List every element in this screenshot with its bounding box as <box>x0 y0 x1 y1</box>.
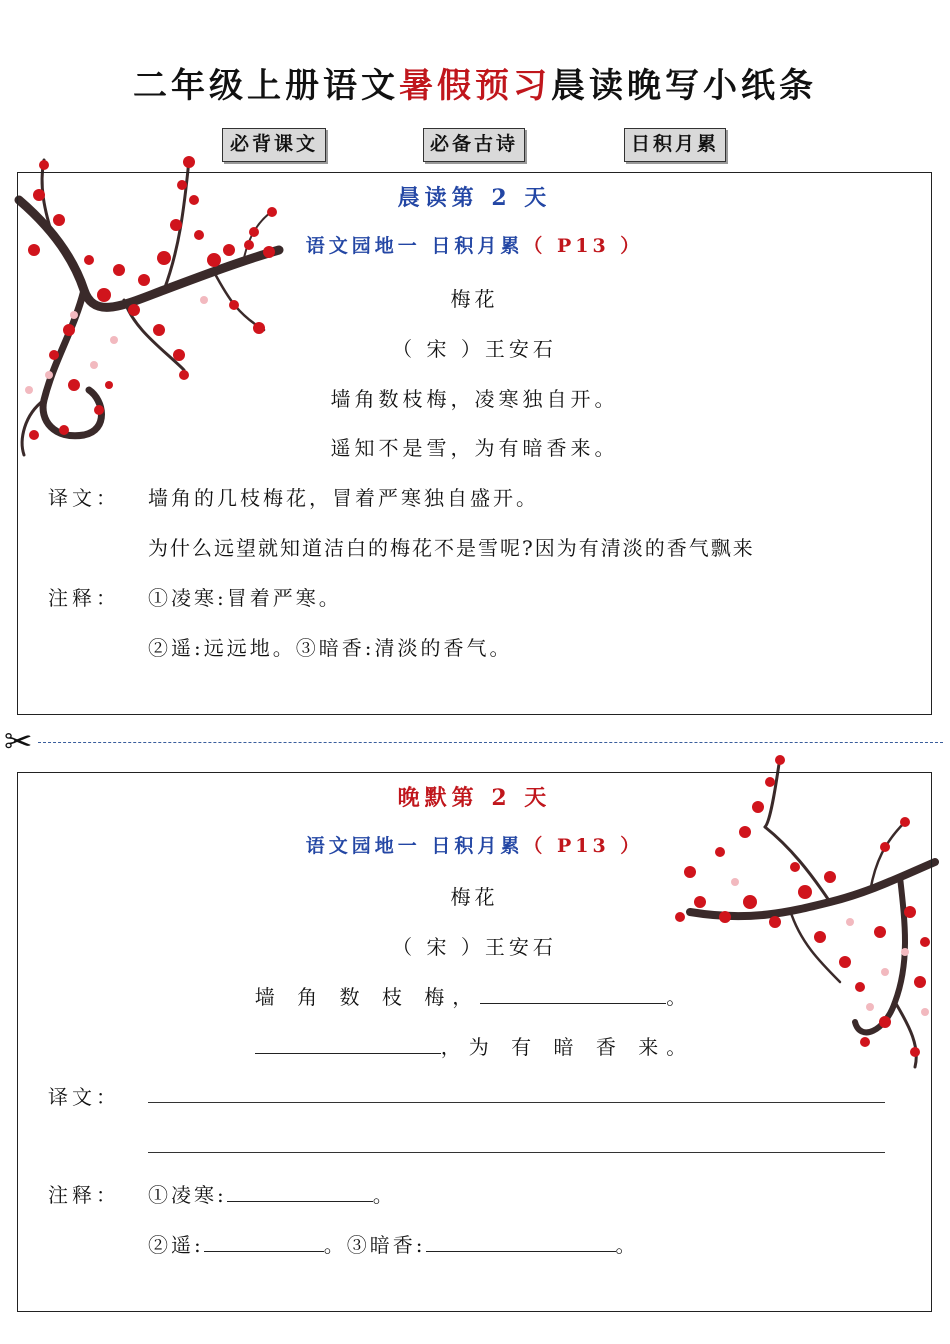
evening-line-1-blank[interactable] <box>480 984 666 1004</box>
evening-note-2 <box>148 1229 639 1258</box>
evening-note-2-suffix: 。 <box>615 1233 639 1257</box>
evening-note-1 <box>148 1179 396 1208</box>
evening-heading: 晚默第 2 天 <box>397 785 552 811</box>
evening-note-2-blank-1[interactable] <box>204 1232 324 1252</box>
page-title <box>0 58 950 107</box>
evening-translation-line-1[interactable] <box>148 1081 885 1103</box>
evening-poem-author: （ 宋 ）王安石 <box>392 935 557 959</box>
morning-reading-card <box>17 172 932 715</box>
morning-translation-label: 译文： <box>48 486 120 510</box>
morning-poem-line-2: 遥知不是雪，为有暗香来。 <box>330 436 619 460</box>
evening-translation-label: 译文： <box>48 1085 120 1109</box>
evening-poem-line-2 <box>18 1031 931 1060</box>
evening-notes-label: 注释： <box>48 1183 120 1207</box>
morning-heading: 晨读第 2 天 <box>397 185 552 211</box>
evening-poem-line-1 <box>18 981 931 1010</box>
evening-note-1-suffix: 。 <box>372 1183 396 1207</box>
evening-line-1-prefix: 墙 角 数 枝 梅， <box>254 985 481 1009</box>
morning-notes-label: 注释： <box>48 586 120 610</box>
evening-page-ref: （ P13 ） <box>523 835 644 857</box>
evening-dictation-card <box>17 772 932 1312</box>
evening-note-1-blank[interactable] <box>227 1182 373 1202</box>
morning-section <box>18 231 931 258</box>
evening-translation-line-2[interactable] <box>148 1131 885 1153</box>
evening-section-name: 语文园地一 日积月累 <box>305 835 524 857</box>
title-part-2: 暑假预习 <box>399 66 551 106</box>
morning-note-2: ②遥:远远地。③暗香:清淡的香气。 <box>148 636 513 660</box>
title-part-3: 晨读晚写小纸条 <box>551 66 817 106</box>
scissors-icon: ✂ <box>4 722 33 762</box>
evening-poem-title: 梅花 <box>450 885 499 909</box>
cut-line-divider <box>38 742 943 743</box>
evening-note-2-blank-2[interactable] <box>426 1232 616 1252</box>
tab-daily-accumulation[interactable]: 日积月累 <box>624 128 726 162</box>
title-part-1: 二年级上册语文 <box>133 66 399 106</box>
tab-ancient-poems[interactable]: 必备古诗 <box>423 128 525 162</box>
evening-note-2-mid: 。③暗香: <box>323 1233 426 1257</box>
morning-translation-2: 为什么远望就知道洁白的梅花不是雪呢?因为有清淡的香气飘来 <box>148 536 755 560</box>
evening-line-1-suffix: 。 <box>666 985 695 1009</box>
morning-poem-title: 梅花 <box>450 287 499 311</box>
morning-translation-1: 墙角的几枝梅花，冒着严寒独自盛开。 <box>148 486 539 510</box>
morning-poem-author: （ 宋 ）王安石 <box>392 337 557 361</box>
evening-line-2-blank[interactable] <box>255 1034 441 1054</box>
evening-section <box>18 831 931 858</box>
tab-must-recite[interactable]: 必背课文 <box>222 128 326 162</box>
morning-poem-line-1: 墙角数枝梅，凌寒独自开。 <box>330 387 619 411</box>
morning-note-1: ①凌寒:冒着严寒。 <box>148 586 342 610</box>
evening-line-2-suffix: ，为 有 暗 香 来。 <box>440 1035 695 1059</box>
morning-page-ref: （ P13 ） <box>523 235 644 257</box>
evening-note-1-prefix: ①凌寒: <box>148 1183 227 1207</box>
morning-section-name: 语文园地一 日积月累 <box>305 235 524 257</box>
evening-note-2-prefix: ②遥: <box>148 1233 204 1257</box>
